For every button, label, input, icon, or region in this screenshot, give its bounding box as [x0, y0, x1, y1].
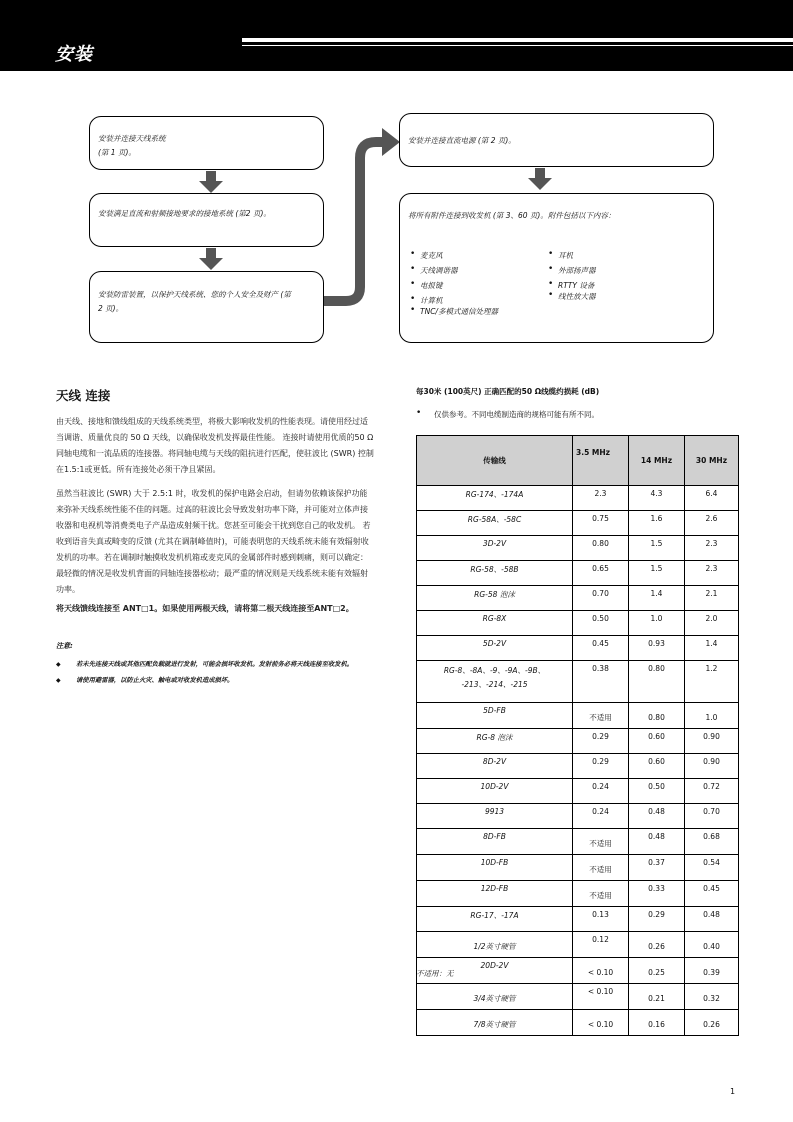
loss-30mhz: 0.26: [685, 1010, 739, 1036]
cable-name: 10D-2V: [417, 779, 573, 804]
loss-14mhz: 0.93: [629, 636, 685, 661]
loss-14mhz: 1.0: [629, 611, 685, 636]
cable-name: 20D-2V: [417, 958, 573, 984]
cable-name: RG-8X: [417, 611, 573, 636]
note-list: [56, 659, 376, 691]
loss-14mhz: 0.33: [629, 881, 685, 907]
paragraph: 将天线馈线连接至 ANT□1。如果使用两根天线，请将第二根天线连接至ANT□2。: [56, 604, 354, 613]
loss-3-5mhz: < 0.10: [573, 984, 629, 1010]
table-note-text: 仅供参考。不同电缆制造商的规格可能有所不同。: [434, 410, 599, 419]
column-header: 3.5 MHz: [573, 436, 629, 486]
loss-30mhz: 0.45: [685, 881, 739, 907]
cable-name: RG-58 泡沫: [417, 586, 573, 611]
loss-30mhz: 0.40: [685, 932, 739, 958]
table-row: [417, 586, 739, 611]
bullet-icon: •: [416, 408, 422, 418]
table-row: [417, 1010, 739, 1036]
loss-30mhz: 2.6: [685, 511, 739, 536]
loss-3-5mhz: 0.38: [573, 661, 629, 703]
connector-arrow-icon: [320, 118, 410, 318]
cable-name: 5D-2V: [417, 636, 573, 661]
table-row: [417, 881, 739, 907]
note-item: ◆ 若未先连接天线或其他匹配负载就进行发射，可能会损坏收发机。发射前务必将天线连接至收发机。: [56, 659, 376, 670]
column-header: 14 MHz: [629, 436, 685, 486]
loss-3-5mhz: 0.24: [573, 804, 629, 829]
loss-30mhz: 6.4: [685, 486, 739, 511]
loss-30mhz: 2.3: [685, 561, 739, 586]
table-row: [417, 636, 739, 661]
loss-30mhz: 0.32: [685, 984, 739, 1010]
loss-3-5mhz: 0.75: [573, 511, 629, 536]
loss-14mhz: 0.25: [629, 958, 685, 984]
loss-3-5mhz: 0.13: [573, 907, 629, 932]
table-row: [417, 932, 739, 958]
paragraph: 由天线、接地和馈线组成的天线系统类型，将极大影响收发机的性能表现。请使用经过适当调谐、质量优良的 50 Ω 天线，以确保收发机发挥最佳性能。 连接时请使用优质的50 Ω同轴电缆和一流品质的连接器。将同轴电缆与天线的阻抗进行匹配，使驻波比 (SWR) 控制在1.5:1或更低。所有连接处必须干净且紧固。: [56, 417, 374, 474]
loss-14mhz: 0.37: [629, 855, 685, 881]
loss-14mhz: 1.5: [629, 561, 685, 586]
loss-30mhz: 0.48: [685, 907, 739, 932]
down-arrow-icon: [528, 168, 552, 190]
loss-14mhz: 0.16: [629, 1010, 685, 1036]
loss-3-5mhz: 0.45: [573, 636, 629, 661]
section-title: 天线 连接: [56, 388, 111, 403]
loss-30mhz: 0.54: [685, 855, 739, 881]
loss-30mhz: 1.4: [685, 636, 739, 661]
loss-3-5mhz: 2.3: [573, 486, 629, 511]
loss-14mhz: 0.48: [629, 829, 685, 855]
loss-30mhz: 1.2: [685, 661, 739, 703]
loss-3-5mhz: 不适用: [573, 855, 629, 881]
table-row: [417, 486, 739, 511]
cable-name: RG-174、-174A: [417, 486, 573, 511]
header-rule-thin: [242, 45, 793, 46]
flow-step-antenna-text: 安装并连接天线系统 (第 1 页)。: [98, 134, 166, 157]
loss-3-5mhz: 0.50: [573, 611, 629, 636]
loss-3-5mhz: 不适用: [573, 703, 629, 729]
cable-name: RG-58、-58B: [417, 561, 573, 586]
loss-3-5mhz: 0.70: [573, 586, 629, 611]
list-item: • 电报键: [410, 278, 560, 293]
loss-3-5mhz: < 0.10: [573, 958, 629, 984]
paragraph: 虽然当驻波比 (SWR) 大于 2.5:1 时，收发机的保护电路会启动，但请勿依赖该保护功能来弥补天线系统性能不佳的问题。过高的驻波比会导致发射功率下降，并可能对立体声接收器和电视机等消费类电子产品造成射频干扰。您甚至可能会干扰到您自己的收发机。 若收到语音失真或畸变的反馈 (尤其在调制峰值时)，可能表明您的天线系统未能有效辐射收发机的功率。若在调制时触摸收发机机箱或麦克风的金属部件时感到刺痛，则可以确定：最轻微的情况是收发机背面的同轴连接器松动；最严重的情况则是天线系统未能有效辐射功率。: [56, 489, 371, 594]
table-row: [417, 661, 739, 703]
table-row: [417, 804, 739, 829]
loss-3-5mhz: 0.12: [573, 932, 629, 958]
loss-3-5mhz: 不适用: [573, 829, 629, 855]
table-title: 每30米 (100英尺) 正确匹配的50 Ω线缆约损耗 (dB): [416, 387, 600, 396]
accessory-list-left: [410, 248, 560, 319]
cable-name: 3/4英寸硬管: [417, 984, 573, 1010]
list-item: • 耳机: [548, 248, 698, 263]
cable-name: 12D-FB: [417, 881, 573, 907]
loss-14mhz: 0.60: [629, 754, 685, 779]
loss-14mhz: 0.26: [629, 932, 685, 958]
header-bar: [0, 0, 793, 71]
loss-14mhz: 1.5: [629, 536, 685, 561]
table-row: [417, 829, 739, 855]
note-item: ◆ 请使用避雷器，以防止火灾、触电或对收发机造成损坏。: [56, 675, 376, 686]
loss-30mhz: 2.0: [685, 611, 739, 636]
loss-3-5mhz: 0.24: [573, 779, 629, 804]
cable-name: 1/2英寸硬管: [417, 932, 573, 958]
loss-3-5mhz: 不适用: [573, 881, 629, 907]
loss-30mhz: 0.90: [685, 729, 739, 754]
table-row: [417, 729, 739, 754]
list-item: • 线性放大器: [548, 289, 698, 304]
loss-14mhz: 1.4: [629, 586, 685, 611]
loss-14mhz: 0.60: [629, 729, 685, 754]
loss-14mhz: 0.50: [629, 779, 685, 804]
table-row: [417, 855, 739, 881]
page-number: 1: [730, 1087, 736, 1096]
flow-step-accessories-title: 将所有附件连接到收发机 (第 3、60 页)。附件包括以下内容：: [408, 211, 616, 220]
table-row: [417, 907, 739, 932]
loss-30mhz: 0.39: [685, 958, 739, 984]
table-row: [417, 703, 739, 729]
loss-14mhz: 0.29: [629, 907, 685, 932]
list-item: • 外部扬声器: [548, 263, 698, 278]
list-item: • 计算机: [410, 293, 560, 308]
loss-14mhz: 0.48: [629, 804, 685, 829]
loss-14mhz: 0.21: [629, 984, 685, 1010]
table-row: [417, 754, 739, 779]
cable-name: 8D-FB: [417, 829, 573, 855]
cable-name: 9913: [417, 804, 573, 829]
loss-30mhz: 2.3: [685, 536, 739, 561]
down-arrow-icon: [199, 171, 223, 193]
loss-14mhz: 4.3: [629, 486, 685, 511]
loss-3-5mhz: 0.29: [573, 754, 629, 779]
list-item: • TNC/多模式通信处理器: [410, 304, 560, 319]
cable-name: RG-8 泡沫: [417, 729, 573, 754]
loss-3-5mhz: 0.65: [573, 561, 629, 586]
loss-3-5mhz: 0.80: [573, 536, 629, 561]
loss-30mhz: 0.68: [685, 829, 739, 855]
cable-name: 3D-2V: [417, 536, 573, 561]
cable-name: 8D-2V: [417, 754, 573, 779]
loss-3-5mhz: < 0.10: [573, 1010, 629, 1036]
table-header-row: [417, 436, 739, 486]
cable-name: 5D-FB: [417, 703, 573, 729]
list-item: • 天线调谐器: [410, 263, 560, 278]
flow-step-dc-power-text: 安装并连接直流电源 (第 2 页)。: [408, 136, 516, 145]
table-row: [417, 561, 739, 586]
loss-14mhz: 0.80: [629, 661, 685, 703]
table-row: [417, 958, 739, 984]
loss-30mhz: 0.70: [685, 804, 739, 829]
loss-30mhz: 1.0: [685, 703, 739, 729]
flow-step-grounding-text: 安装满足直流和射频接地要求的接地系统 (第2 页)。: [98, 209, 271, 218]
flow-step-antenna: [89, 116, 324, 170]
cable-name: 10D-FB: [417, 855, 573, 881]
column-header: 传输线: [417, 436, 573, 486]
cable-name: RG-58A、-58C: [417, 511, 573, 536]
flow-step-lightning: [89, 271, 324, 343]
note-label: 注意:: [56, 642, 73, 650]
cable-name: RG-17、-17A: [417, 907, 573, 932]
column-header: 30 MHz: [685, 436, 739, 486]
loss-30mhz: 2.1: [685, 586, 739, 611]
table-footer-note: 不适用：无: [416, 969, 454, 978]
accessory-list-right: [548, 248, 698, 304]
cable-loss-table: [416, 435, 739, 1036]
list-item: • 麦克风: [410, 248, 560, 263]
flow-step-lightning-text: 安装防雷装置，以保护天线系统、您的个人安全及财产 (第 2 页)。: [98, 290, 291, 313]
table-row: [417, 984, 739, 1010]
loss-3-5mhz: 0.29: [573, 729, 629, 754]
table-row: [417, 536, 739, 561]
flow-step-dc-power: [399, 113, 714, 167]
table-row: [417, 511, 739, 536]
loss-30mhz: 0.72: [685, 779, 739, 804]
loss-30mhz: 0.90: [685, 754, 739, 779]
table-row: [417, 611, 739, 636]
table-row: [417, 779, 739, 804]
loss-14mhz: 0.80: [629, 703, 685, 729]
page-title: 安装: [55, 44, 93, 65]
header-rule-thick: [242, 38, 793, 42]
loss-14mhz: 1.6: [629, 511, 685, 536]
cable-name: 7/8英寸硬管: [417, 1010, 573, 1036]
list-item: • RTTY 设备: [548, 278, 698, 293]
down-arrow-icon: [199, 248, 223, 270]
cable-name: RG-8、-8A、-9、-9A、-9B、 -213、-214、-215: [417, 661, 573, 703]
flow-step-grounding: [89, 193, 324, 247]
